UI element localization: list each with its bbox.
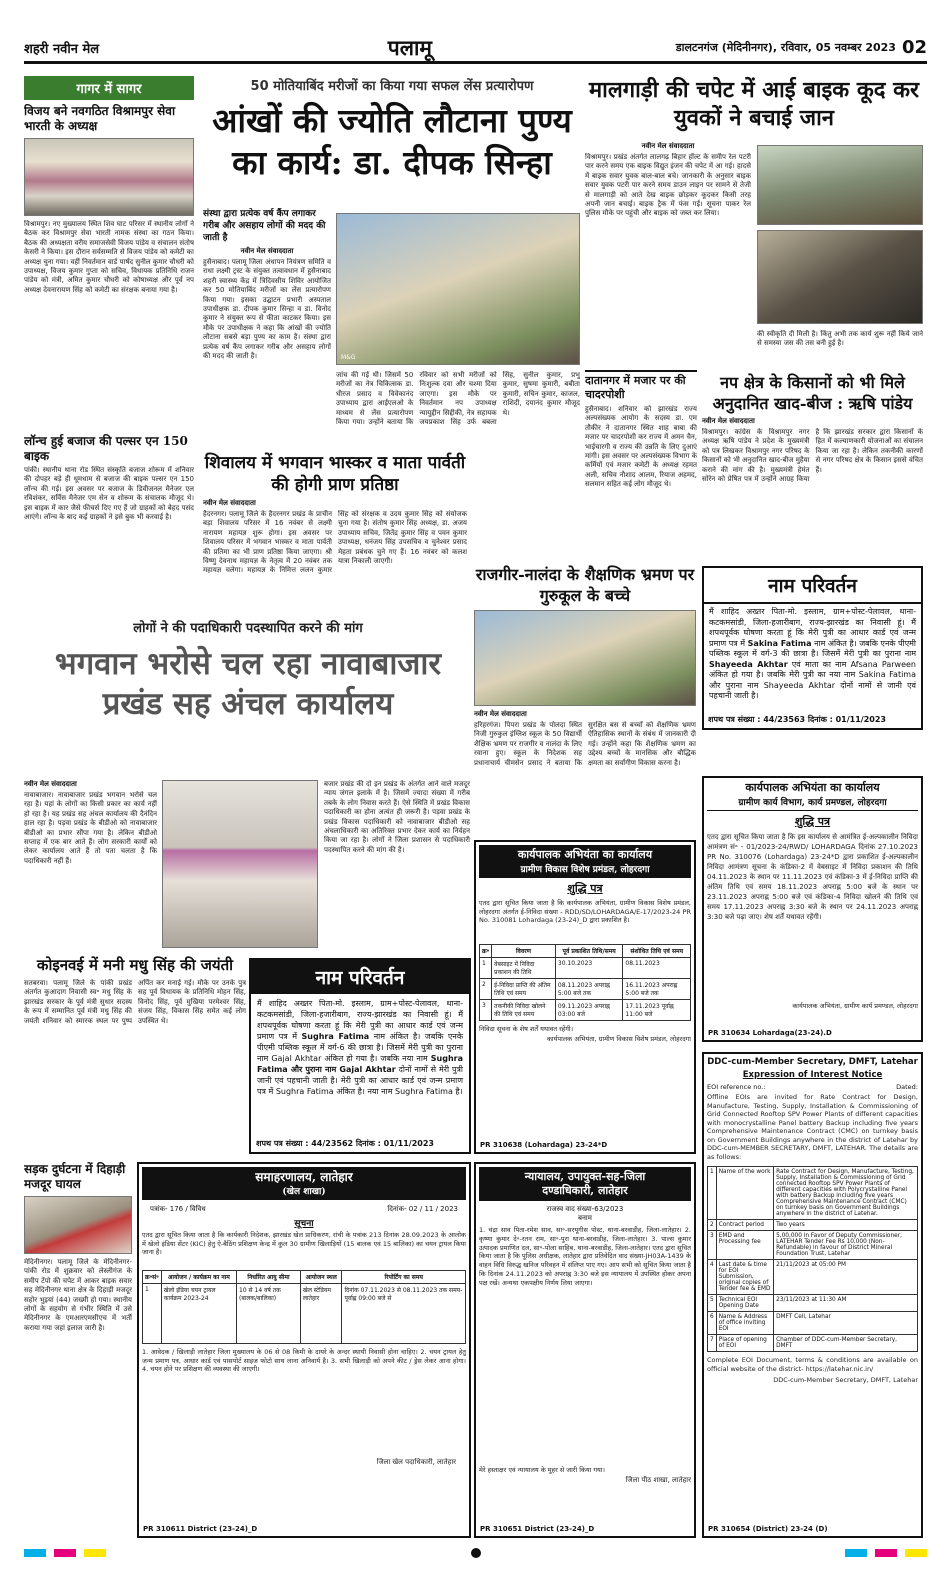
table-header: संशोधित तिथि एवं समय bbox=[623, 945, 691, 958]
table-row bbox=[708, 1335, 918, 1352]
byline: नवीन मेल संवाददाता bbox=[24, 780, 77, 788]
sports-notice bbox=[137, 1162, 471, 1538]
story-body: हैदरनगर। पलामू जिले के हैदरनगर प्रखंड के प्राचीन बड़ा शिवालय परिसर में 16 नवंबर से लक्ष्मी नारायण महायज्ञ शुरू होगा। इस अवसर पर शिवालय परिसर में भगवान भास्कर व माता पार्वती की प्रतिमा का भी प्राण प्रतिष्ठा किया जाएगा। श्री विष्णु देवनाथ महायज्ञ के नेतृत्व में 20 नवंबर तक महायज्ञ चलेगा। महायज्ञ के निमित्त ललन कुमार सिंह को संरक्षक व उदय कुमार सिंह को संयोजक चुना गया है। संतोष कुमार सिंह अध्यक्ष, डा. अजय उपाध्याय सचिव, जितेंद्र कुमार सिंह व पवन कुमार उपाध्यक्ष, धनंजय सिंह उपसचिव व चुनेश्वर प्रसाद मेहता प्रबंधक चुने गए हैं। 16 नवंबर को कलश यात्रा निकाली जाएगी। bbox=[203, 510, 467, 575]
office-photo bbox=[162, 780, 318, 948]
rajgir-story bbox=[474, 564, 696, 838]
table-cell: 08.11.2023 bbox=[623, 958, 691, 979]
print-color-bar bbox=[24, 1548, 927, 1558]
table-cell: 5,00,000 in Favor of Deputy Commissioner, LATEHAR Tender Fee Rs 10,000 (Non-Refundable) in favour of District Mineral Foundation Trust, Latehar bbox=[774, 1231, 918, 1260]
notice-title: नाम परिवर्तन bbox=[704, 568, 921, 604]
corrigendum-table bbox=[479, 944, 691, 1021]
pr-number: PR 310654 (District) 23-24 (D) bbox=[708, 1525, 828, 1533]
notice-body: 1. चंद्रा साव पिता-रमेश साव, सा॰-सरयूगीस पोस्ट, थाना-बरवाडीह, जिला-लातेहार। 2. कृष्णा कुमार दे॰-रतन राम, सा॰-पुरा थाना-बरवाडीह, जिला-लातेहार। 3. पाल्स कुमार उत्पादक प्रमाणित दल, सा॰-पोला साहिब, थाना-बरवाडीह, जिला-लातेहार। एतद द्वारा सूचित किया जाता है कि पुलिस अधीक्षक, लातेहार द्वारा प्रतिवेदित वाद संख्या-JH03A-1439 के वाहन विधि विरुद्ध खनिज परिवहन में संलिप्त पाए गए। आप सभी को सूचित किया जाता है कि दिनांक 24.11.2023 को अपराह्न 3:30 बजे इस न्यायालय में उपस्थित होकर अपना पक्ष रखें। अन्यथा एकपक्षीय निर्णय लिया जाएगा। bbox=[479, 1226, 691, 1287]
color-swatch bbox=[875, 1549, 897, 1557]
table-header: क्र॰सं॰ bbox=[143, 1271, 162, 1284]
table-cell: 23/11/2023 at 11:30 AM bbox=[774, 1295, 918, 1312]
table-cell: 5 bbox=[708, 1295, 717, 1312]
eoi-notice-dmft bbox=[702, 1052, 923, 1538]
notice-heading: शुद्धि पत्र bbox=[567, 882, 603, 895]
table-header: पूर्व प्रकाशित तिथि/समय bbox=[555, 945, 623, 958]
table-row bbox=[708, 1167, 918, 1220]
ad-title: DDC-cum-Member Secretary, DMFT, Latehar bbox=[707, 1057, 918, 1067]
table-cell: 16.11.2023 अपराह्न 5:00 बजे तक bbox=[623, 979, 691, 1000]
section-band: गागर में सागर bbox=[24, 76, 194, 100]
students-photo bbox=[474, 610, 696, 706]
color-swatch bbox=[54, 1549, 76, 1557]
pr-number: PR 310634 Lohardaga(23-24).D bbox=[708, 1029, 832, 1037]
court-notice bbox=[474, 1162, 696, 1538]
lead-story-left bbox=[203, 208, 331, 448]
table-row bbox=[480, 1000, 691, 1021]
notice-body: दोनों नामों से मेरी पुत्री जानी एवं पहचानी जाती है। मेरी पुत्री का आधार कार्ड एवं जन्म प्रमाण पत्र में Sughra Fatima अंकित है। नया नाम Sughra Fatima है। bbox=[257, 1065, 463, 1096]
left-column bbox=[24, 76, 194, 631]
table-row bbox=[143, 1284, 466, 1344]
byline: नवीन मेल संवाददाता bbox=[203, 499, 256, 507]
navabazar-story bbox=[24, 618, 472, 724]
table-cell: 6 bbox=[708, 1312, 717, 1335]
byline: नवीन मेल संवाददाता bbox=[474, 710, 527, 718]
story-headline: मालगाड़ी की चपेट में आई बाइक कूद कर युवकों ने बचाई जान bbox=[589, 77, 919, 131]
page-section-title: पलामू bbox=[387, 34, 432, 60]
table-cell: तकनीकी निविदा खोलने की तिथि एवं समय bbox=[492, 1000, 556, 1021]
masthead-logo: शहरी नवीन मेल bbox=[24, 41, 100, 57]
notice-body: नाम अंकित है। जबकि एनके पीएमी पब्लिक स्कूल में वर्ग-3 की छात्रा है। जिसमें मेरी पुत्री का पुराना नाम bbox=[709, 638, 916, 658]
story-headline: विजय बने नवगठित विश्रामपुर सेवा भारती के अध्यक्ष bbox=[24, 104, 176, 133]
notice-body: मैं शाहिद अख्तर पिता-मो. इस्लाम, ग्राम+पोस्ट-पेलावल, थाना-कटकमसांडी, जिला-हजारीबाग, राज्य-झारखंड का निवासी हूं। मैं शपथपूर्वक घोषणा करता हूं कि मेरी पुत्री का आधार कार्ड एवं जन्म प्रमाण पत्र में bbox=[257, 999, 463, 1041]
farmers-story bbox=[702, 372, 923, 560]
notice-heading: सूचना bbox=[294, 1219, 314, 1229]
notice-title: नाम परिवर्तन bbox=[251, 960, 469, 994]
eoi-reference: EOI reference no.: bbox=[707, 1083, 766, 1091]
datanagar-story bbox=[585, 370, 697, 566]
group-photo bbox=[24, 138, 194, 216]
photo-credit: M&G bbox=[341, 354, 356, 361]
pr-number: PR 310638 (Lohardaga) 23-24*D bbox=[480, 1141, 608, 1149]
table-cell: ई-निविदा प्राप्ति की अंतिम तिथि एवं समय bbox=[492, 979, 556, 1000]
story-headline: शिवालय में भगवान भास्कर व माता पार्वती की होगी प्राण प्रतिष्ठा bbox=[204, 453, 466, 495]
story-body: पांकी। स्थानीय थाना रोड स्थित संस्कृति बजाज शोरूम में शनिवार की दोपहर बड़े ही धूमधाम से बजाज की बाइक पल्सर एन 150 लॉन्च की गई। इस अवसर पर बजाज के डिवीजनल मैनेजर एल रविशंकर, सर्विस मैनेजर एम सेन व शोरूम के संचालक मौजूद थे। इस बाइक में कार जैसे फीचर्स दिए गए हैं जो ग्राहकों को बेहद पसंद आएंगे। लॉन्च के बाद कई ग्राहकों ने इसे बुक भी करवाई है। bbox=[24, 466, 194, 522]
notice-signature: जिला खेल पदाधिकारी, लातेहार bbox=[376, 1458, 456, 1466]
byline: नवीन मेल संवाददाता bbox=[641, 142, 695, 150]
notice-notes: 1. आवेदक / खिलाड़ी लातेहार जिला मुख्यालय के 06 से 08 किमी के दायरे के अन्दर स्थायी निवासी होना चाहिए। 2. चयन ट्रायल हेतु जन्म प्रमाण पत्र, आधार कार्ड एवं पासपोर्ट साइज फोटो साथ लाना अनिवार्य है। 3. सभी खिलाड़ी को अपने कीट / ड्रेस लेकर आना होगा। 4. चयन होने पर प्रशिक्षण की व्यवस्था की जाएगी। bbox=[142, 1348, 466, 1373]
table-cell: Two years bbox=[774, 1220, 918, 1231]
table-cell: वेबसाइट में निविदा प्रकाशन की तिथि bbox=[492, 958, 556, 979]
tender-notice-lohardaga bbox=[474, 840, 696, 1154]
pr-number: PR 310651 District (23-24)_D bbox=[480, 1525, 595, 1533]
new-name: Sughra Fatima bbox=[301, 1032, 370, 1041]
affidavit-number: शपथ पत्र संख्या : 44/23563 दिनांक : 01/11/2023 bbox=[708, 715, 886, 724]
old-name: Sughra Fatima और पुराना नाम Gajal Akhtar bbox=[257, 1054, 464, 1074]
story-headline: भगवान भरोसे चल रहा नावाबाजार प्रखंड सह अंचल कार्यालय bbox=[54, 646, 442, 722]
story-kicker: लोगों ने की पदाधिकारी पदस्थापित करने की मांग bbox=[133, 621, 363, 636]
table-header: रिपोर्टिंग का समय bbox=[342, 1271, 466, 1284]
lead-body: हुसैनाबाद। पलामू जिला अंधापन नियंत्रण समिति व राधा लक्ष्मी ट्रस्ट के संयुक्त तत्वावधान में हुसैनाबाद शहरी स्वास्थ्य केंद्र में त्रिदिवसीय शिविर आयोजित कर 50 मोतियाबिंद मरीजों का लेंस प्रत्यारोपण किया गया। इसका उद्घाटन प्रभारी अस्पताल उपाधीक्षक डा. दीपक कुमार सिन्हा व डा. विनोद कुमार ने संयुक्त रूप से फीता काटकर किया। इस मौके पर उपाधीक्षक ने कहा कि आंखों की ज्योति लौटाना सबसे बड़ा पुण्य का काम है। संस्था द्वारा प्रत्येक वर्ष कैंप लगाकर गरीब और असहाय लोगों की मदद की जाती है। bbox=[203, 258, 331, 361]
lead-headline: आंखों की ज्योति लौटाना पुण्य का कार्य: डा. दीपक सिन्हा bbox=[212, 101, 572, 182]
letter-date: दिनांक- 02 / 11 / 2023 bbox=[387, 1205, 458, 1213]
color-swatch bbox=[905, 1549, 927, 1557]
color-swatch bbox=[84, 1549, 106, 1557]
table-row bbox=[480, 958, 691, 979]
story-body: हरिहरगंज। पिपरा प्रखंड के पोलदा स्थित निजी गुरुकुल इंग्लिश स्कूल के 50 विद्यार्थी शैक्षिक भ्रमण पर राजगीर व नालंदा के लिए रवाना हुए। स्कूल के निदेशक सह प्रधानाचार्य चीमसेन प्रसाद ने बताया कि सुरक्षित बस से बच्चों को शैक्षणिक भ्रमण ऐतिहासिक स्थानों के संबंध में जानकारी दी गई। उन्होंने कहा कि शैक्षणिक भ्रमण का उद्देश्य बच्चों के मानसिक और बौद्धिक क्षमता का सर्वांगीण विकास करना है। bbox=[474, 721, 696, 767]
table-header: आयोजन / कार्यक्रम का नाम bbox=[161, 1271, 236, 1284]
table-row bbox=[708, 1312, 918, 1335]
old-name: Shayeeda Akhtar bbox=[709, 659, 788, 669]
table-cell: Technical EOI Opening Date bbox=[716, 1295, 773, 1312]
table-cell: 08.11.2023 अपराह्न 5:00 बजे तक bbox=[555, 979, 623, 1000]
table-cell: 1 bbox=[143, 1284, 162, 1344]
table-cell: 7 bbox=[708, 1335, 717, 1352]
eoi-intro: Offline EOIs are invited for Rate Contract for Design, Manufacture, Testing, Supply, Installation & Commissioning of Grid Connected Rooftop SPV Power Plants of different capacities with monocrystalline Panel battery Backup including five years Comprehensive Maintenance Contract (CMC) on turnkey basis on Government Buildings anywhere in the district of Latehar by DDC-cum-MEMBER SECRETARY, DMFT, LATEHAR. The details are as follows: bbox=[707, 1093, 918, 1161]
pr-number: PR 310611 District (23-24)_D bbox=[143, 1525, 258, 1533]
story-headline: नप क्षेत्र के किसानों को भी मिले अनुदानित खाद-बीज : ऋषि पांडेय bbox=[712, 373, 913, 413]
table-cell: 30.10.2023 bbox=[555, 958, 623, 979]
notice-body: एतद द्वारा सूचित किया जाता है कि इस कार्यालय से आमंत्रित ई-अल्पकालीन निविदा आमंत्रण सं॰ - 01/2023-24/RWD/ LOHARDAGA दिनांक 27.10.2023 PR No. 310076 (Lohardaga) 23-24*D द्वारा प्रकाशित ई-अल्पकालीन निविदा आमंत्रण सूचना के कंडिका-2 में वेबसाइट में निविदा प्रकाशन की तिथि 04.11.2023 के स्थान पर 11.11.2023 एवं कंडिका-3 में ई-निविदा प्राप्ति की अंतिम तिथि एवं समय 18.11.2023 अपराह्न 5:00 बजे के स्थान पर 23.11.2023 अपराह्न 5:00 बजे एवं कंडिका-4 निविदा खोलने की तिथि एवं समय 17.11.2023 अपराह्न 3:30 बजे के स्थान पर 24.11.2023 अपराह्न 3:30 बजे पढ़ा जाए। शेष शर्तें यथावत रहेंगी। bbox=[707, 833, 918, 921]
table-cell: 1 bbox=[480, 958, 492, 979]
notice-signature: कार्यपालक अभियंता, ग्रामीण कार्य प्रमण्डल, लोहरदगा bbox=[792, 1002, 918, 1010]
table-cell: 3 bbox=[708, 1231, 717, 1260]
ad-subtitle: (खेल शाखा) bbox=[282, 1187, 326, 1197]
table-cell: खेल स्टेडियम लातेहार bbox=[300, 1284, 342, 1344]
ad-title: कार्यपालक अभियंता का कार्यालय bbox=[517, 848, 653, 861]
page-number: 02 bbox=[901, 37, 927, 58]
story-kicker: 50 मोतियाबिंद मरीजों का किया गया सफल लेंस प्रत्यारोपण bbox=[250, 79, 534, 94]
table-header: आयोजन स्थल bbox=[300, 1271, 342, 1284]
koilwai-story bbox=[24, 956, 246, 1156]
table-cell: 2 bbox=[708, 1220, 717, 1231]
notice-body: नाम अंकित है। जबकि एनके पीएमी पब्लिक स्कूल में वर्ग-6 की छात्रा है। जिसमें मेरी पुत्री का पुराना नाम Gajal Akhtar अंकित हो गया है। जबकि नया नाम bbox=[257, 1032, 464, 1063]
color-swatch bbox=[24, 1549, 46, 1557]
story-body: हुसैनाबाद। शनिवार को झारखंड राज्य अल्पसंख्यक आयोग के सदस्य डा. एम तौकीर ने दातानगर स्थित शाह बाबा की मजार पर चादरपोशी कर राज्य में अमन चैन, भाईचारगी व राज्य की उन्नति के लिए दुआएं मांगी। इस अवसर पर अल्पसंख्यक विभाग के कर्मियों एवं मजार कमेटी के अध्यक्ष रहमत अली, सचिव नौशाद आलम, रियाज अहमद, सलमान सहित कई लोग मौजूद थे। bbox=[585, 405, 697, 489]
notice-heading: शुद्धि पत्र bbox=[794, 815, 831, 828]
navabazar-text bbox=[24, 780, 157, 948]
table-cell: 17.11.2023 पूर्वाह्न 11:00 बजे bbox=[623, 1000, 691, 1021]
ad-title: न्यायालय, उपायुक्त-सह-जिला bbox=[524, 1170, 646, 1183]
injured-photo bbox=[24, 1196, 132, 1254]
story-headline: कोइनवई में मनी मधु सिंह की जयंती bbox=[36, 956, 234, 974]
table-cell: Chamber of DDC-cum-Member Secretary, DMFT bbox=[774, 1335, 918, 1352]
dateline bbox=[676, 37, 927, 58]
tender-notice-rural-works bbox=[702, 776, 923, 1042]
ad-subtitle: Expression of Interest Notice bbox=[742, 1070, 883, 1080]
table-row bbox=[708, 1220, 918, 1231]
table-cell: 1 bbox=[708, 1167, 717, 1220]
lead-body-cont: जांच की गई थी। जिसमें 50 मरीजों का नेत्र चिकित्सक डा. धीरज प्रसाद व विवेकानंद उपाध्याय द्वारा आईएलओ के माध्यम से लेंस प्रत्यारोपण किया गया। उन्होंने बताया कि रविवार को सभी मरीजों को निःशुल्क दवा और चश्मा दिया जाएगा। इस मौके पर निवर्तमान नप उपाध्यक्ष न्यायुद्दीन सिद्दीकी, नेत्र सहायक जयप्रकाश सिंह उर्फ बबला सिंह, सुनील कुमार, प्रभु कुमार, सुषमा कुमारी, बबीता कुमारी, सचिन कुमार, काजल, राशिदी, दयानंद कुमार मौजूद थे। bbox=[336, 371, 580, 427]
byline: नवीन मेल संवाददाता bbox=[240, 247, 294, 255]
table-header: विवरण bbox=[492, 945, 556, 958]
table-cell: Name & Address of office inviting EOI bbox=[716, 1312, 773, 1335]
table-row bbox=[480, 979, 691, 1000]
eoi-footer: Complete EOI Document, terms & conditions are available on official website of the district- https://latehar.nic.in/ bbox=[707, 1356, 918, 1373]
notice-signature: DDC-cum-Member Secretary, DMFT, Latehar bbox=[773, 1376, 918, 1384]
table-cell: Name of the work bbox=[716, 1167, 773, 1220]
table-cell: 09.11.2023 अपराह्न 03:00 बजे bbox=[555, 1000, 623, 1021]
table-cell: दिनांक 07.11.2023 से 08.11.2023 तक समय-पूर्वाह्न 09:00 बजे से bbox=[342, 1284, 466, 1344]
trial-table bbox=[142, 1270, 466, 1344]
table-cell: Contract period bbox=[716, 1220, 773, 1231]
ribbon-cutting-photo bbox=[336, 213, 580, 365]
table-cell: 4 bbox=[708, 1260, 717, 1295]
notice-intro: एतद द्वारा सूचित किया जाता है कि कार्यकारी निदेशक, झारखंड खेल प्राधिकरण, रांची के पत्रांक 213 दिनांक 28.09.2023 के आलोक में खेलो इंडिया सेंटर (KIC) हेतु ऐ-बैठिंग प्रशिक्षण केन्द्र में कुल 30 ग्रामीण खिलाड़ियों (15 बालक एवं 15 बालिका) का चयन ट्रायल किया जाना है। bbox=[142, 1231, 466, 1256]
table-header: क्र॰ bbox=[480, 945, 492, 958]
name-change-notice bbox=[249, 958, 471, 1154]
table-cell: 2 bbox=[480, 979, 492, 1000]
story-body: नावाबाजार। नावाबाजार प्रखंड भगवान भरोसे चल रहा है। यहां के लोगों का किसी प्रकार का कार्य नहीं हो रहा है। यह प्रखंड सह अंचल कार्यालय की दैनंदिन हाल रहा है। पड़वा प्रखंड के बीडीओ को नावाबाजार बीडीओ का प्रभार सौंपा गया है। लेकिन बीडीओ सप्ताह में एक बार आते हैं। लोग सरकारी कार्यों को लेकर कार्यालय आते हैं तो पता चलता है कि पदाधिकारी नहीं हैं। bbox=[24, 791, 157, 865]
masthead bbox=[24, 34, 927, 64]
notice-body: मैं शाहिद अख्तर पिता-मो. इस्लाम, ग्राम+पोस्ट-पेलावल, थाना-कटकमसांडी, जिला-हजारीबाग, राज्य-झारखंड का निवासी हूं। मैं शपथपूर्वक घोषणा करता हूं कि मेरी पुत्री का आधार कार्ड एवं जन्म प्रमाण पत्र में bbox=[709, 607, 916, 648]
story-headline: राजगीर-नालंदा के शैक्षणिक भ्रमण पर गुरुकूल के बच्चे bbox=[475, 565, 695, 605]
bike-story bbox=[585, 76, 923, 132]
table-cell: DMFT Cell, Latehar bbox=[774, 1312, 918, 1335]
affidavit-number: शपथ पत्र संख्या : 44/23562 दिनांक : 01/11/2023 bbox=[256, 1139, 434, 1148]
table-cell: 10 से 14 वर्ष तक (बालक/बालिका) bbox=[237, 1284, 301, 1344]
navabazar-body-cont: बजार प्रखंड की दो इन प्रखंड के अंतर्गत आने वाले मजदूर न्याय जंगल इलाके में है। जिसमें ज्यादा संख्या में गरीब तबके के लोग निवास करते हैं। ऐसे स्थिति में प्रखंड विकास पदाधिकारी का होना अत्यंत ही जरूरी है। पड़वा प्रखंड के प्रखंड विकास पदाधिकारी को नावाबाजार बीडीओ सह अंचलाधिकारी का अतिरिक्त प्रभार देकर कार्य का निर्वहन किया जा रहा है। लोगों ने जिला प्रशासन से पदाधिकारी पदस्थापित करने की मांग की है। bbox=[324, 780, 470, 854]
bike-story-text bbox=[585, 142, 751, 364]
notice-footer: निविदा सूचना के शेष शर्तें यथावत रहेंगी। bbox=[479, 1025, 574, 1033]
story-headline: सड़क दुर्घटना में दिहाड़ी मजदूर घायल bbox=[24, 1162, 126, 1191]
new-name: Sakina Fatima bbox=[747, 638, 812, 648]
ad-title: कार्यपालक अभियंता का कार्यालय bbox=[745, 781, 880, 794]
shivalay-story bbox=[203, 452, 467, 612]
table-cell: खेलो इंडिया चयन ट्रायल कार्यक्रम 2023-24 bbox=[161, 1284, 236, 1344]
byline: नवीन मेल संवाददाता bbox=[702, 417, 755, 425]
ad-subtitle: ग्रामीण कार्य विभाग, कार्य प्रमण्डल, लोहरदगा bbox=[707, 795, 918, 811]
story-headline: दातानगर में मजार पर की चादरपोशी bbox=[585, 370, 697, 402]
bike-photo bbox=[757, 230, 923, 324]
lead-subhead: संस्था द्वारा प्रत्येक वर्ष कैंप लगाकर गरीब और असहाय लोगों की मदद की जाती है bbox=[203, 209, 326, 243]
table-cell: Last date & time for EOI Submission, original copies of Tender fee & EMD bbox=[716, 1260, 773, 1295]
ad-title: समाहरणालय, लातेहार bbox=[255, 1170, 353, 1184]
eoi-date: Dated: bbox=[896, 1083, 918, 1091]
registration-mark bbox=[471, 1548, 481, 1558]
railway-photo bbox=[757, 145, 923, 225]
table-row bbox=[708, 1260, 918, 1295]
versus-label: बनाम bbox=[578, 1214, 592, 1222]
color-swatch bbox=[845, 1549, 867, 1557]
story-body: विश्रामपुर। कांग्रेस के विश्रामपुर नगर अध्यक्ष ऋषि पांडेय ने प्रदेश के मुख्यमंत्री को पत्र लिखकर विश्रामपुर नगर परिषद के किसानों को भी अनुदानित खाद-बीज मुहैया कराने की मांग की है। मुख्यमंत्री हेमंत सोरेन को प्रेषित पत्र में उन्होंने आग्रह किया है कि झारखंड सरकार द्वारा किसानों के हित में कल्याणकारी योजनाओं का संचालन किया जा रहा है। लेकिन तकनीकी कारणों से नगर परिषद क्षेत्र के किसान इससे वंचित हैं। bbox=[702, 428, 923, 484]
table-header: निर्धारित आयु सीमा bbox=[237, 1271, 301, 1284]
accident-story bbox=[24, 1162, 132, 1538]
table-cell: Place of opening of EOI bbox=[716, 1335, 773, 1352]
table-cell: 3 bbox=[480, 1000, 492, 1021]
table-row bbox=[708, 1231, 918, 1260]
lead-story bbox=[203, 76, 581, 184]
notice-footer: मेरे हस्ताक्षर एवं न्यायालय के मुहर से जारी किया गया। bbox=[479, 1466, 605, 1474]
ad-subtitle: दण्डाधिकारी, लातेहार bbox=[542, 1184, 628, 1197]
story-body: विश्रामपुर। प्रखंड अंतर्गत लालगढ़ बिहार हॉल्ट के समीप रेल पटरी पार करने समय एक बाइक विद्युत इंजन की चपेट में आ गई। हादसे में बाइक सवार युवक बाल-बाल बचे। जानकारी के अनुसार बाइक सवार युवक पटरी पार करने समय डाउन लाइन पर सामने से तेजी से मालगाड़ी को आते देख बाइक छोड़कर कूदकर किसी तरह अपनी जान बचाई। बाइक ट्रैक में फंस गई। सूचना पाकर रेल पुलिस मौके पर पहुंची और बाइक को जब्त कर लिया। bbox=[585, 153, 751, 218]
table-cell: Rate Contract for Design, Manufacture, Testing, Supply, Installation & Commissioning of Grid connected Rooftop SPV Power Plants of different capacities with Polycrystalline Panel with battery Backup including five years Comprehensive Maintenance Contract (CMC) on turnkey basis on Government Buildings anywhere in the district of Latehar. bbox=[774, 1167, 918, 1220]
notice-intro: एतद द्वारा सूचित किया जाता है कि कार्यपालक अभियंता, ग्रामीण विकास विशेष प्रमंडल, लोहरदगा अंतर्गत ई-निविदा संख्या - RDD/SD/LOHARDAGA/E-17/2023-24 PR No. 310081 Lohardaga (23-24)_D द्वारा प्रकाशित है। bbox=[479, 899, 691, 924]
story-headline: लॉन्च हुई बजाज की पल्सर एन 150 बाइक bbox=[24, 434, 188, 463]
name-change-notice bbox=[702, 566, 923, 730]
photo-caption: की स्वीकृति दी मिली है। किंतु अभी तक कार्य शुरू नहीं किये जाने से समस्या जस की तस बनी हुई है। bbox=[757, 330, 923, 348]
table-cell: 21/11/2023 at 05:00 PM bbox=[774, 1260, 918, 1295]
letter-number: पत्रांक- 176 / विविध bbox=[150, 1205, 206, 1213]
story-body: मेदिनीनगर। पलामू जिले के मेदिनीनगर-पांकी रोड में शुक्रवार को लेस्लीगंज के समीप टेंपो की चपेट में आकर बाइक सवार सह मेदिनीनगर थाना क्षेत्र के दिहाड़ी मजदूर सहोर भुइयां (44) जख्मी हो गया। स्थानीय लोगों के सहयोग से गंभीर स्थिति में उसे मेदिनीनगर के एमआरएमसीएच में भर्ती कराया गया जहां इलाज जारी है। bbox=[24, 1258, 132, 1332]
dateline-text: डालटनगंज (मेदिनीनगर), रविवार, 05 नवम्बर 2023 bbox=[675, 41, 896, 54]
notice-signature: जिला पीठ शाखा, लातेहार bbox=[625, 1476, 691, 1484]
table-row bbox=[708, 1295, 918, 1312]
story-body: सतबरवा। पलामू जिले के पांकी प्रखंड अंतर्गत कुआदाग निवासी स्व॰ मधु सिंह के झारखंड सरकार के पूर्व मंत्री सुधार सदस्य के रूप में सम्मानित पूर्व मंत्री मधु सिंह की जयंती शनिवार को स्मारक स्थल पर पुष्प अर्पित कर मनाई गई। मौके पर उनके पुत्र सह पूर्व विधायक के प्रतिनिधि मोहन सिंह, विनोद सिंह, पूर्व मुखिया परमेश्वर सिंह, संजय सिंह, विकास सिंह समेत कई लोग उपस्थित थे। bbox=[24, 979, 246, 1025]
eoi-table bbox=[707, 1166, 918, 1352]
story-body: विश्रामपुर। नए मुख्यालय स्थित शिव घाट परिसर में स्थानीय लोगों ने बैठक कर विश्रामपुर सेवा भारती नामक संस्था का गठन किया। बैठक की अध्यक्षता वरीय समाजसेवी विजय पांडेय व संचालन संतोष केसरी ने किया। इस दौरान सर्वसम्मति से विजय पांडेय को कमेटी का अध्यक्ष चुना गया। वहीं निवर्तमान वार्ड पार्षद सुनील कुमार चौधरी को उपाध्यक्ष, विजय कुमार गुप्ता को सचिव, विधायक प्रतिनिधि राजन पांडेय को मंत्री, अमित कुमार चौधरी को कोषाध्यक्ष और पूर्व नप अध्यक्ष देवनारायण सिंह को कमेटी का संरक्षक बनाया गया है। bbox=[24, 220, 194, 294]
case-number: राजस्व वाद संख्या-63/2023 bbox=[546, 1205, 624, 1213]
notice-signature: कार्यपालक अभियंता, ग्रामीण विकास विशेष प्रमंडल, लोहरदगा bbox=[546, 1035, 691, 1043]
ad-subtitle: ग्रामीण विकास विशेष प्रमंडल, लोहरदगा bbox=[520, 865, 650, 875]
notice-body: एवं माता का नाम Afsana Parween अंकित हो गया है। जबकि मेरी पुत्री का नया नाम Sakina Fatima और पुराना नाम Shayeeda Akhtar दोनों नामों से जानी एवं पहचानी जाती है। bbox=[709, 659, 917, 700]
table-cell: EMD and Processing fee bbox=[716, 1231, 773, 1260]
